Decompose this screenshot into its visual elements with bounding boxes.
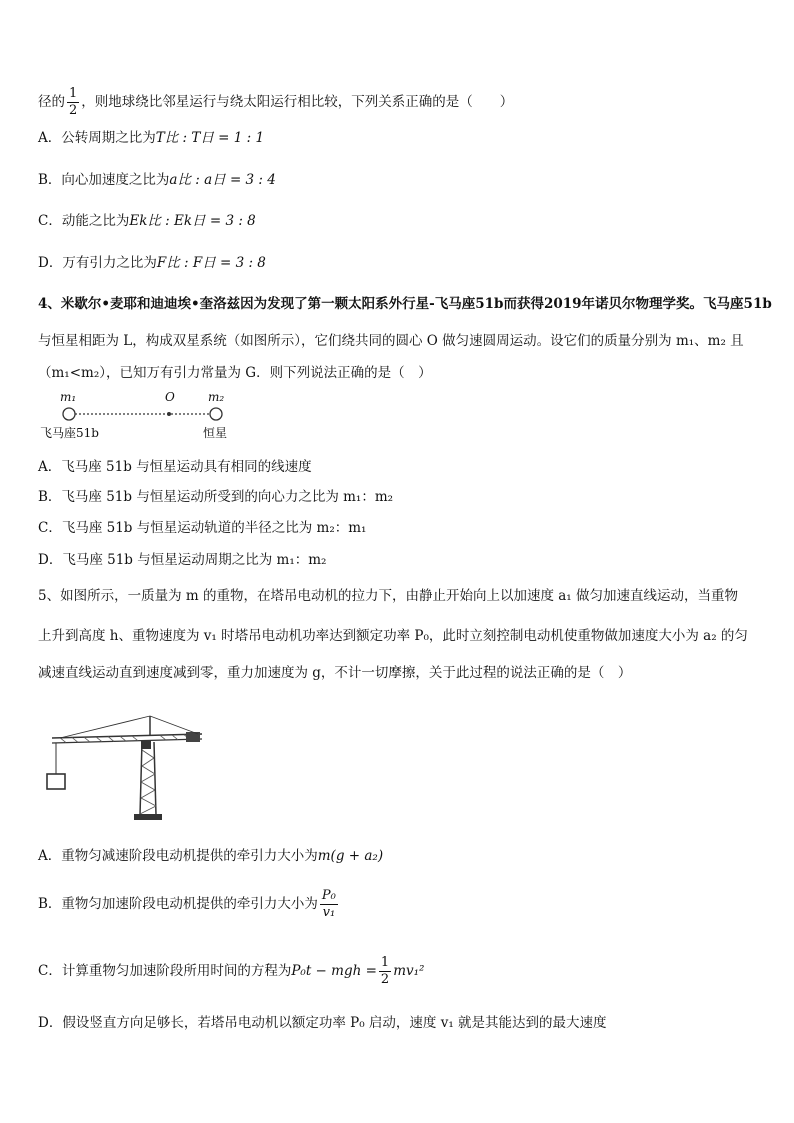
frac-den: 2 bbox=[380, 972, 390, 987]
option-math: Ek比 : Ek日 = 3 : 8 bbox=[129, 213, 256, 229]
option-label: C．计算重物匀加速阶段所用时间的方程为 bbox=[38, 963, 292, 979]
q3-option-a[interactable] bbox=[38, 128, 264, 148]
option-math: T比 : T日 = 1 : 1 bbox=[155, 130, 265, 146]
tower-crane-figure bbox=[40, 710, 210, 825]
q4-stem-line3: （m₁<m₂），已知万有引力常量为 G．则下列说法正确的是（ ） bbox=[38, 365, 432, 381]
planet-circle bbox=[63, 408, 75, 420]
frac-den: 2 bbox=[69, 103, 78, 118]
q5-option-a[interactable] bbox=[38, 846, 383, 866]
option-label: C．动能之比为 bbox=[38, 213, 130, 229]
q5-option-b[interactable] bbox=[38, 888, 340, 921]
q4-stem-line1: 4、米歇尔•麦耶和迪迪埃•奎洛兹因为发现了第一颗太阳系外行星-飞马座51b而获得2019年诺贝尔物理学奖。飞马座51b bbox=[38, 296, 772, 312]
m1-label: m₁ bbox=[60, 390, 77, 404]
q5-stem-line2: 上升到高度 h、重物速度为 v₁ 时塔吊电动机功率达到额定功率 P₀，此时立刻控制电动机使重物做加速度大小为 a₂ 的匀 bbox=[38, 628, 748, 644]
q3-stem-post: ，则地球绕比邻星运行与绕太阳运行相比较，下列关系正确的是（ ） bbox=[81, 94, 514, 110]
option-math-pre: P₀t − mgh = bbox=[291, 963, 377, 979]
q3-stem bbox=[38, 86, 513, 119]
q5-stem-line3: 减速直线运动直到速度减到零，重力加速度为 g，不计一切摩擦，关于此过程的说法正确的是（ ） bbox=[38, 665, 632, 681]
option-math: m(g + a₂) bbox=[317, 848, 384, 864]
q3-stem-pre: 径的 bbox=[38, 94, 65, 110]
option-math-post: mv₁² bbox=[393, 963, 425, 979]
q5-c-fraction bbox=[379, 955, 391, 988]
frac-num: P₀ bbox=[321, 888, 336, 903]
q5-option-c[interactable] bbox=[38, 955, 424, 988]
option-label: B．向心加速度之比为 bbox=[38, 172, 170, 188]
star-label: 恒星 bbox=[203, 426, 228, 440]
q3-option-d[interactable] bbox=[38, 253, 266, 273]
star-circle bbox=[210, 408, 222, 420]
m2-label: m₂ bbox=[208, 390, 225, 404]
q3-option-c[interactable] bbox=[38, 211, 256, 231]
option-label: D．万有引力之比为 bbox=[38, 255, 157, 271]
option-label: A．重物匀减速阶段电动机提供的牵引力大小为 bbox=[38, 848, 318, 864]
planet-label: 飞马座51b bbox=[40, 426, 99, 440]
q3-fraction bbox=[67, 86, 79, 119]
frac-den: v₁ bbox=[322, 905, 336, 920]
q4-option-c[interactable]: C．飞马座 51b 与恒星运动轨道的半径之比为 m₂：m₁ bbox=[38, 520, 367, 536]
q4-option-d[interactable]: D．飞马座 51b 与恒星运动周期之比为 m₁：m₂ bbox=[38, 552, 327, 568]
q5-option-d[interactable]: D．假设竖直方向足够长，若塔吊电动机以额定功率 P₀ 启动，速度 v₁ 就是其能达到的最大速度 bbox=[38, 1015, 607, 1031]
q4-option-b[interactable]: B．飞马座 51b 与恒星运动所受到的向心力之比为 m₁：m₂ bbox=[38, 489, 394, 505]
q5-b-fraction bbox=[320, 888, 338, 921]
frac-num: 1 bbox=[69, 86, 78, 101]
tower-crane-diagram bbox=[40, 710, 210, 825]
option-math: F比 : F日 = 3 : 8 bbox=[156, 255, 266, 271]
q4-option-a[interactable]: A．飞马座 51b 与恒星运动具有相同的线速度 bbox=[38, 459, 312, 475]
option-label: B．重物匀加速阶段电动机提供的牵引力大小为 bbox=[38, 896, 318, 912]
center-dot bbox=[167, 412, 171, 416]
frac-num: 1 bbox=[380, 955, 390, 970]
option-label: A．公转周期之比为 bbox=[38, 130, 156, 146]
q4-stem-line2: 与恒星相距为 L，构成双星系统（如图所示），它们绕共同的圆心 O 做匀速圆周运动。设它们的质量分别为 m₁、m₂ 且 bbox=[38, 333, 744, 349]
load-box bbox=[47, 774, 65, 789]
q3-option-b[interactable] bbox=[38, 170, 276, 190]
o-label: O bbox=[165, 390, 175, 404]
binary-star-figure bbox=[38, 390, 248, 446]
option-math: a比 : a日 = 3 : 4 bbox=[169, 172, 276, 188]
q5-stem-line1: 5、如图所示，一质量为 m 的重物，在塔吊电动机的拉力下，由静止开始向上以加速度 a₁ 做匀加速直线运动，当重物 bbox=[38, 588, 739, 604]
